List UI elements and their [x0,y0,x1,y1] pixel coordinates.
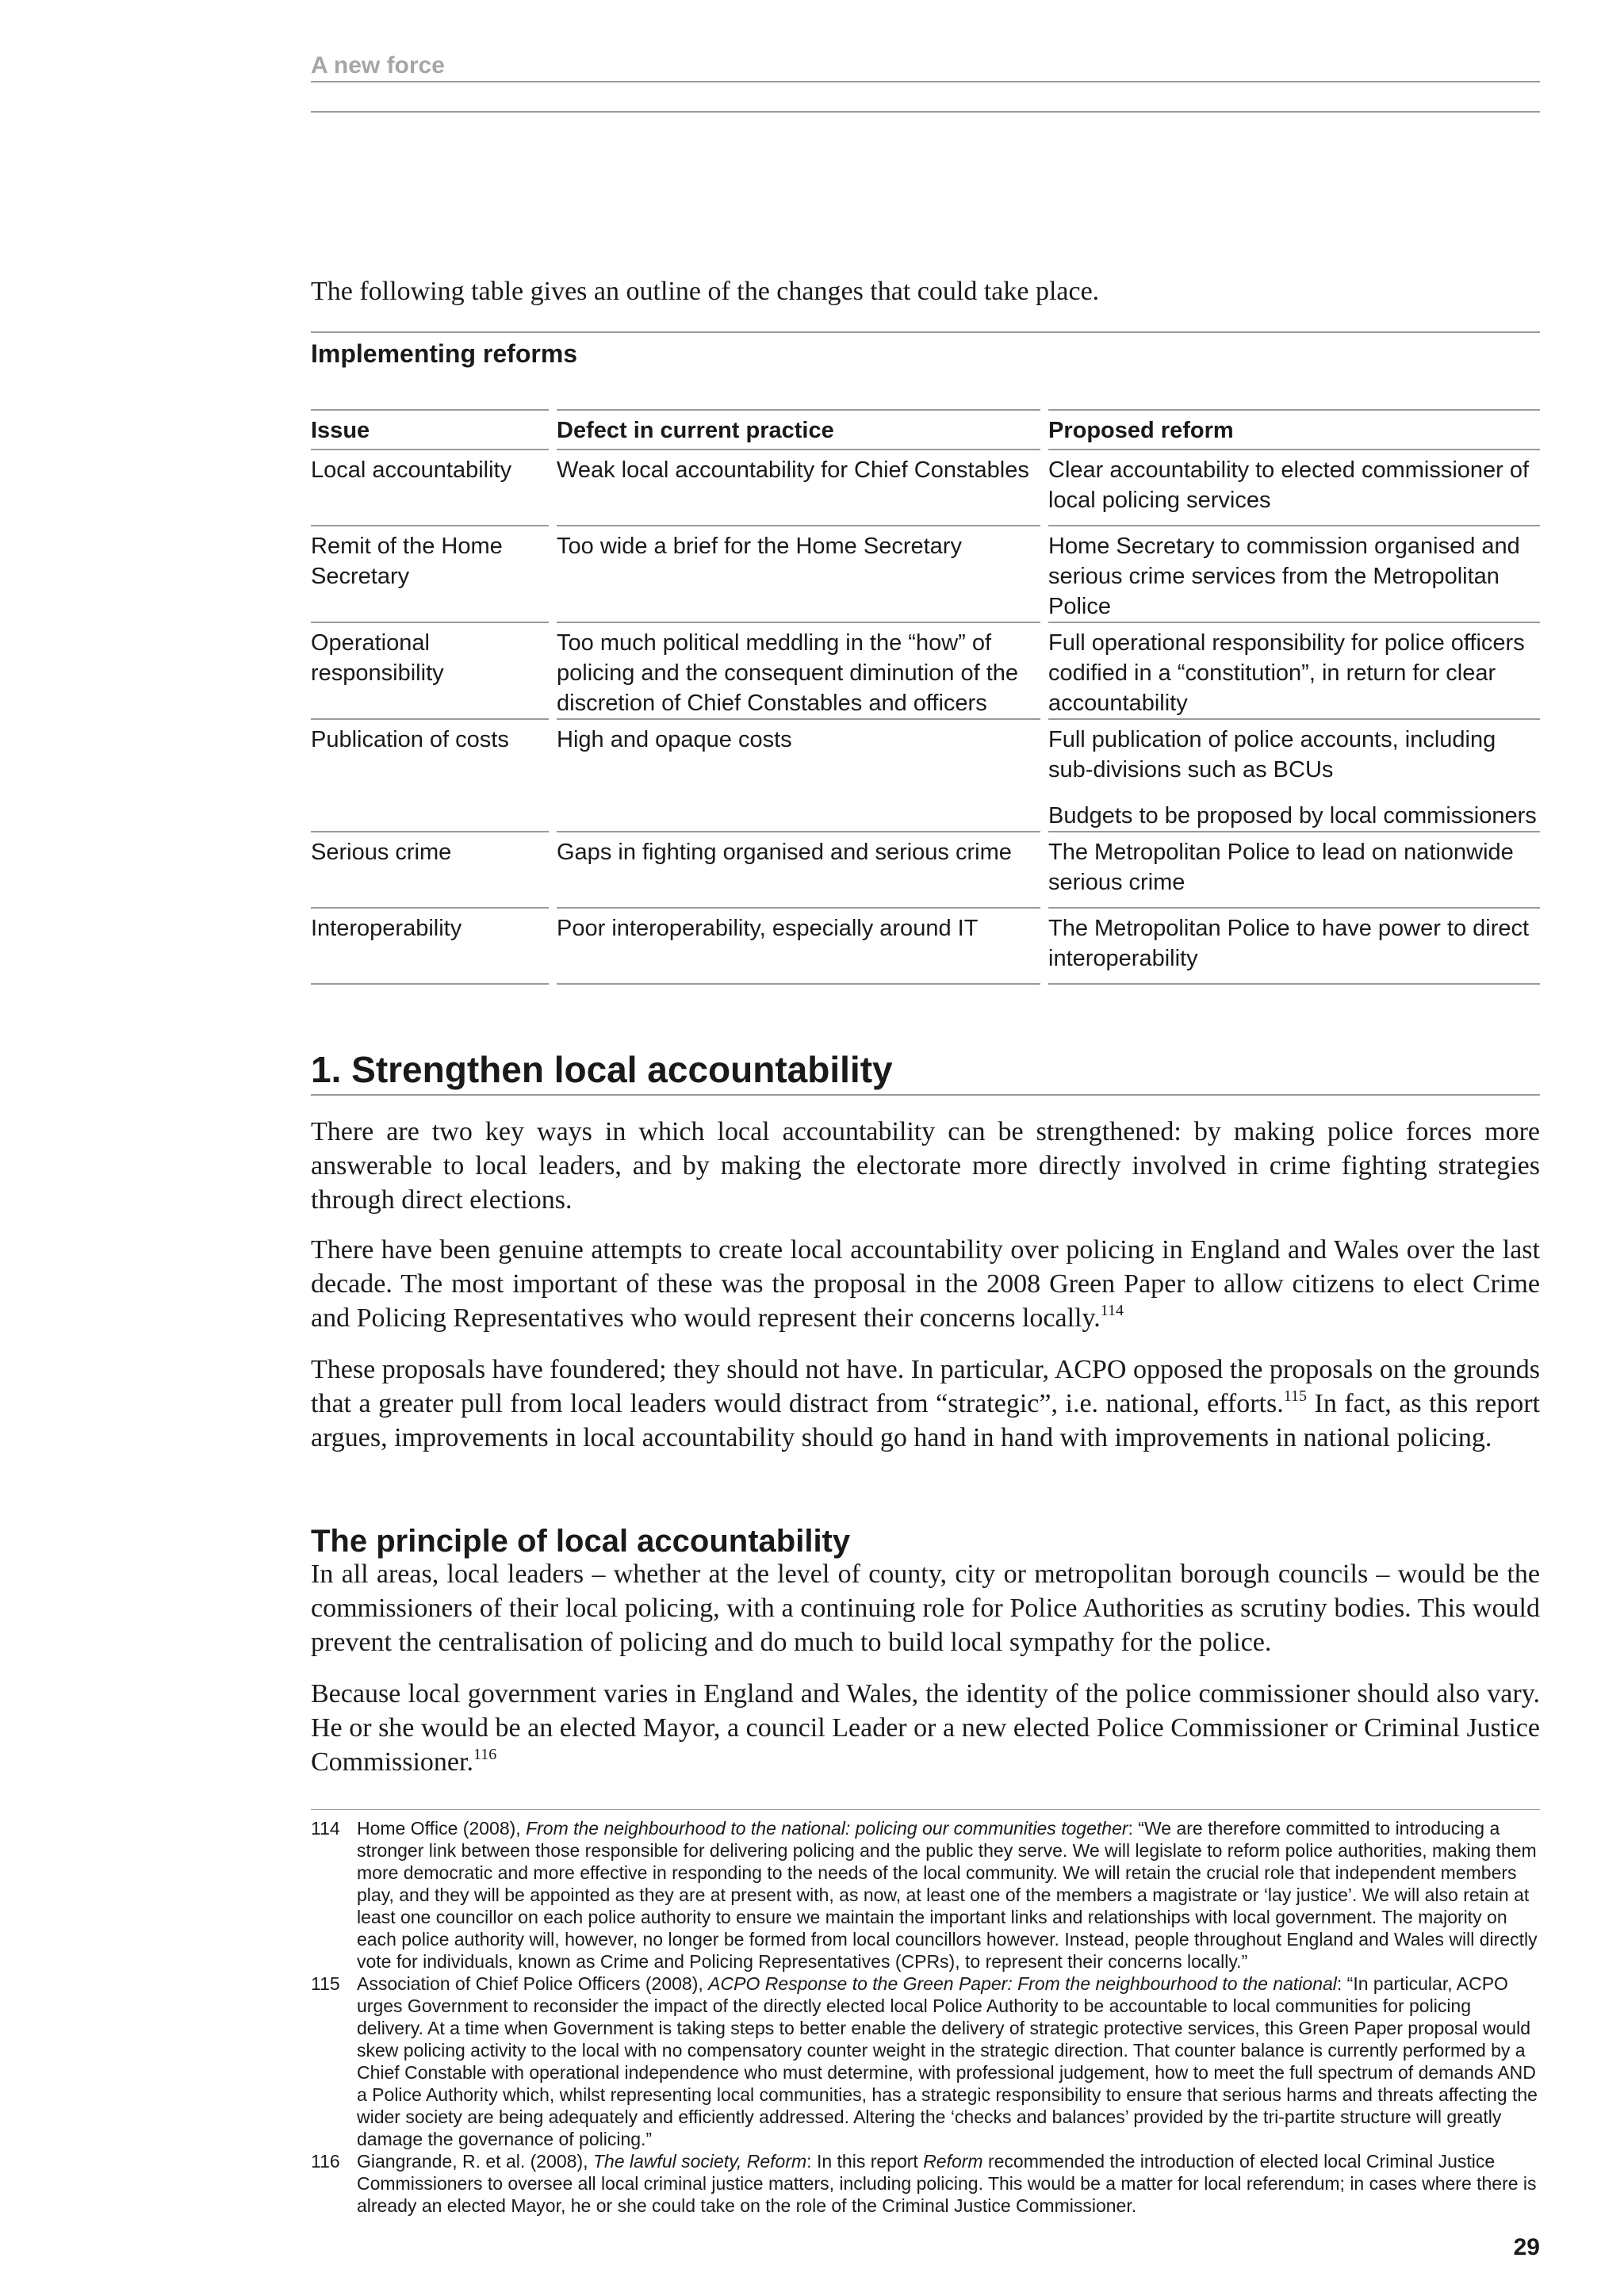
issue-cell: Serious crime [311,832,549,909]
running-head: A new force [311,52,445,78]
page-number: 29 [1513,2234,1540,2260]
footnote-text [357,1817,1540,1973]
paragraph-text: There have been genuine attempts to create local accountability over policing in England and Wales over the last decade. The most important of these was the proposal in the 2008 Green Paper to allow citizens to elect Crime and Policing Representatives who would represent their concerns locally. [311,1235,1540,1333]
footnote-text-part: recommended the introduction of elected local Criminal Justice Commissioners to oversee all local criminal justice matters, including policing. This would be a matter for local referendum; in cases where there is already an elected Mayor, he or she could take on the role of the Criminal Justice Commissioner. [357,2151,1537,2216]
footnote-number: 116 [311,2151,340,2172]
table-row [311,526,1540,623]
reform-cell: Home Secretary to commission organised and serious crime services from the Metropolitan Police [1048,526,1540,623]
footnote [311,1973,1540,2150]
issue-cell: Interoperability [311,909,549,985]
reform-cell: The Metropolitan Police to have power to direct interoperability [1048,909,1540,985]
paragraph-text: These proposals have foundered; they should not have. In particular, ACPO opposed the proposals on the grounds that a greater pull from local leaders would distract from “strategic”, i.e. national, efforts. [311,1355,1540,1418]
subheading: The principle of local accountability [311,1524,851,1559]
table-row [311,832,1540,909]
reform-cell: Clear accountability to elected commissioner of local policing services [1048,450,1540,526]
section-heading: 1. Strengthen local accountability [311,1048,1540,1096]
footnotes [311,1817,1540,2217]
paragraph-text: In fact, as this report argues, improvements in local accountability should go hand in hand with improvements in national policing. [311,1389,1540,1452]
table-header-row [311,409,1540,450]
body-paragraph [311,1233,1540,1335]
footnote-text-part: Home Office (2008), [357,1818,527,1839]
column-header-reform: Proposed reform [1048,409,1540,450]
footnote-text-part: : “In particular, ACPO urges Government to reconsider the impact of the directly elected local Police Authority to be accountable to local communities for policing delivery. At a time when Government is taking steps to better enable the delivery of strategic protective services, this Green Paper proposal would skew policing activity to the local with no compensatory counter weight in the strategic direction. That counter balance is currently performed by a Chief Constable with operational independence who must determine, with professional judgement, how to meet the full spectrum of demands AND a Police Authority which, whilst representing local communities, has a strategic responsibility to ensure that serious harms and threats affecting the wider society are being adequately and efficiently addressed. Altering the ‘checks and balances’ provided by the tri-partite structure will greatly damage the governance of policing.” [357,1973,1538,2149]
footnote-ref[interactable]: 115 [1283,1387,1307,1405]
footnote-text-part: Association of Chief Police Officers (2008), [357,1973,709,1994]
footnote [311,1817,1540,1973]
reform-cell: Full operational responsibility for police officers codified in a “constitution”, in return for clear accountability [1048,623,1540,720]
table-title-rule [311,331,1540,333]
footnote-number: 114 [311,1818,340,1839]
footnote-source-title: ACPO Response to the Green Paper: From the neighbourhood to the national [708,1973,1337,1994]
body-paragraph [311,1677,1540,1779]
footnote [311,2150,1540,2217]
defect-cell: Weak local accountability for Chief Constables [557,450,1040,526]
defect-cell: High and opaque costs [557,720,1040,832]
table-row [311,909,1540,985]
paragraph-text: Because local government varies in England and Wales, the identity of the police commissioner should also vary. He or she would be an elected Mayor, a council Leader or a new elected Police Commissioner or Criminal Justice Commissioner. [311,1679,1540,1777]
issue-cell: Local accountability [311,450,549,526]
body-paragraph: In all areas, local leaders – whether at the level of county, city or metropolitan borough councils – would be the commissioners of their local policing, with a continuing role for Police Authorities as scrutiny bodies. This would prevent the centralisation of policing and do much to build local sympathy for the police. [311,1559,1540,1657]
footnote-ref[interactable]: 116 [473,1746,497,1763]
footnote-text-part: Giangrande, R. et al. (2008), [357,2151,593,2172]
reform-text-extra: Budgets to be proposed by local commissioners [1048,803,1537,828]
footnote-number: 115 [311,1973,340,1994]
defect-cell: Too much political meddling in the “how” of policing and the consequent diminution of the discretion of Chief Constables and officers [557,623,1040,720]
table-row [311,720,1540,832]
document-page [311,0,1540,2296]
reform-cell: The Metropolitan Police to lead on nationwide serious crime [1048,832,1540,909]
footnote-text [357,2150,1540,2217]
footnote-text [357,1973,1540,2150]
table-row [311,623,1540,720]
footnote-ref[interactable]: 114 [1100,1302,1124,1319]
table-row [311,450,1540,526]
body-paragraph [311,1353,1540,1455]
issue-cell: Publication of costs [311,720,549,832]
reforms-table [311,409,1540,985]
defect-cell: Gaps in fighting organised and serious crime [557,832,1040,909]
reform-text: Full publication of police accounts, including sub-divisions such as BCUs [1048,727,1496,783]
table-title: Implementing reforms [311,339,578,368]
column-header-defect: Defect in current practice [557,409,1040,450]
column-header-issue: Issue [311,409,549,450]
footnote-source-title: The lawful society, Reform [592,2151,807,2172]
footnote-source-title: Reform [923,2151,983,2172]
issue-cell: Remit of the Home Secretary [311,526,549,623]
footnote-text-part: : In this report [806,2151,924,2172]
footnote-text-part: : “We are therefore committed to introducing a stronger link between those responsible for delivering policing and the public they serve. We will legislate to reform police authorities, making them more democratic and more effective in responding to the needs of the local community. We will retain the crucial role that independent members play, and they will be appointed as they are at present with, as now, at least one of the members a magistrate or ‘lay justice’. We will also retain at least one councillor on each police authority to ensure we maintain the important links and relationships with local government. The majority on each police authority will, however, no longer be formed from local councillors however. Instead, people throughout England and Wales will directly vote for individuals, known as Crime and Policing Representatives (CPRs), to represent their concerns locally.” [357,1818,1538,1972]
footnote-source-title: From the neighbourhood to the national: policing our communities together [526,1818,1128,1839]
header-rule-top [311,81,1540,82]
intro-paragraph: The following table gives an outline of the changes that could take place. [311,277,1100,306]
issue-cell: Operational responsibility [311,623,549,720]
defect-cell: Poor interoperability, especially around IT [557,909,1040,985]
reform-cell [1048,720,1540,832]
footnote-rule [311,1809,1540,1810]
defect-cell: Too wide a brief for the Home Secretary [557,526,1040,623]
body-paragraph: There are two key ways in which local accountability can be strengthened: by making police forces more answerable to local leaders, and by making the electorate more directly involved in crime fighting strategies through direct elections. [311,1117,1540,1215]
header-rule-bottom [311,111,1540,113]
